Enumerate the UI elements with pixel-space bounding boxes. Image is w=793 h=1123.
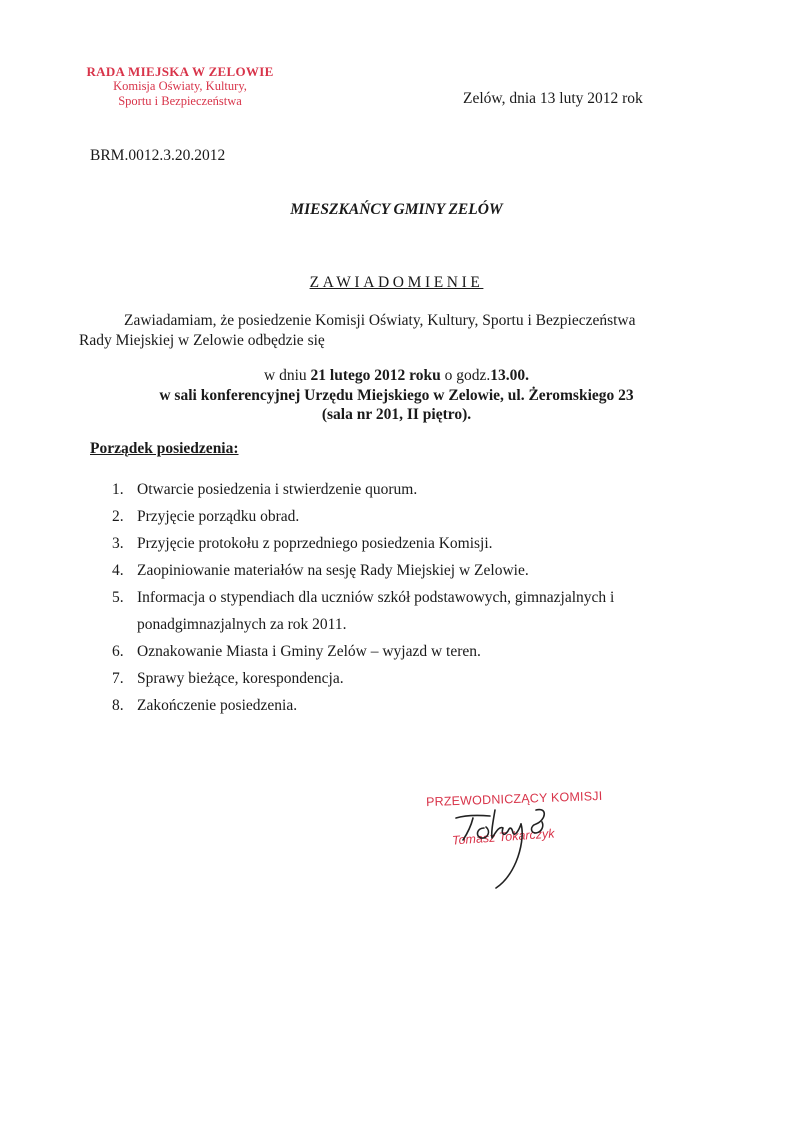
meeting-time-prefix: o godz.	[440, 367, 491, 384]
agenda-item	[90, 503, 670, 530]
agenda-item-text: Zakończenie posiedzenia.	[137, 697, 298, 714]
intro-paragraph	[79, 311, 669, 351]
agenda-item-text: Oznakowanie Miasta i Gminy Zelów – wyjazd w teren.	[137, 643, 481, 660]
stamp-committee-line2: Sportu i Bezpieczeństwa	[118, 94, 242, 108]
reference-number: BRM.0012.3.20.2012	[90, 147, 226, 164]
addressee: MIESZKAŃCY GMINY ZELÓW	[290, 201, 503, 218]
agenda-item-number: 1.	[112, 481, 124, 498]
agenda-item-text: Przyjęcie protokołu z poprzedniego posiedzenia Komisji.	[137, 535, 493, 552]
meeting-date: 21 lutego 2012 roku	[310, 367, 441, 384]
agenda-item	[90, 665, 670, 692]
agenda-item-text: Przyjęcie porządku obrad.	[137, 508, 300, 525]
agenda-item-number: 8.	[112, 697, 124, 714]
agenda-item	[90, 638, 670, 665]
meeting-date-prefix: w dniu	[264, 367, 311, 384]
chairman-signature-stamp	[420, 788, 620, 898]
council-header-stamp	[80, 64, 280, 109]
agenda-item-text: Otwarcie posiedzenia i stwierdzenie quorum.	[137, 481, 418, 498]
stamp-chairman-name: Tomasz Tokarczyk	[451, 826, 555, 848]
agenda-item	[90, 476, 670, 503]
agenda-item-number: 3.	[112, 535, 124, 552]
handwritten-signature-icon	[420, 788, 620, 898]
place-and-date: Zelów, dnia 13 luty 2012 rok	[463, 90, 643, 107]
agenda-item-number: 4.	[112, 562, 124, 579]
agenda-item	[90, 584, 670, 638]
meeting-details	[0, 366, 793, 425]
stamp-committee-line1: Komisja Oświaty, Kultury,	[113, 79, 247, 93]
agenda-heading: Porządek posiedzenia:	[90, 440, 239, 457]
agenda-item	[90, 692, 670, 719]
agenda-item-number: 6.	[112, 643, 124, 660]
agenda-item-number: 5.	[112, 589, 124, 606]
meeting-room: (sala nr 201, II piętro).	[321, 406, 472, 423]
meeting-time: 13.00.	[490, 367, 529, 384]
meeting-location: w sali konferencyjnej Urzędu Miejskiego w Zelowie, ul. Żeromskiego 23	[159, 386, 634, 404]
intro-line-1: Zawiadamiam, że posiedzenie Komisji Oświaty, Kultury, Sportu i Bezpieczeństwa	[124, 312, 636, 329]
agenda-item-text: Sprawy bieżące, korespondencja.	[137, 670, 344, 687]
agenda-item	[90, 530, 670, 557]
agenda-item-text: Zaopiniowanie materiałów na sesję Rady Miejskiej w Zelowie.	[137, 562, 529, 579]
agenda-item-text: Informacja o stypendiach dla uczniów szkół podstawowych, gimnazjalnych i ponadgimnazjalnych za rok 2011.	[137, 589, 615, 633]
meeting-date-time	[0, 366, 793, 386]
stamp-chairman-title: PRZEWODNICZĄCY KOMISJI	[425, 788, 603, 810]
agenda-item	[90, 557, 670, 584]
agenda-item-number: 2.	[112, 508, 124, 525]
intro-line-2: Rady Miejskiej w Zelowie odbędzie się	[79, 332, 325, 349]
agenda-item-number: 7.	[112, 670, 124, 687]
stamp-council-name: RADA MIEJSKA W ZELOWIE	[86, 64, 274, 79]
agenda-list	[90, 476, 670, 719]
document-title: ZAWIADOMIENIE	[309, 274, 484, 291]
